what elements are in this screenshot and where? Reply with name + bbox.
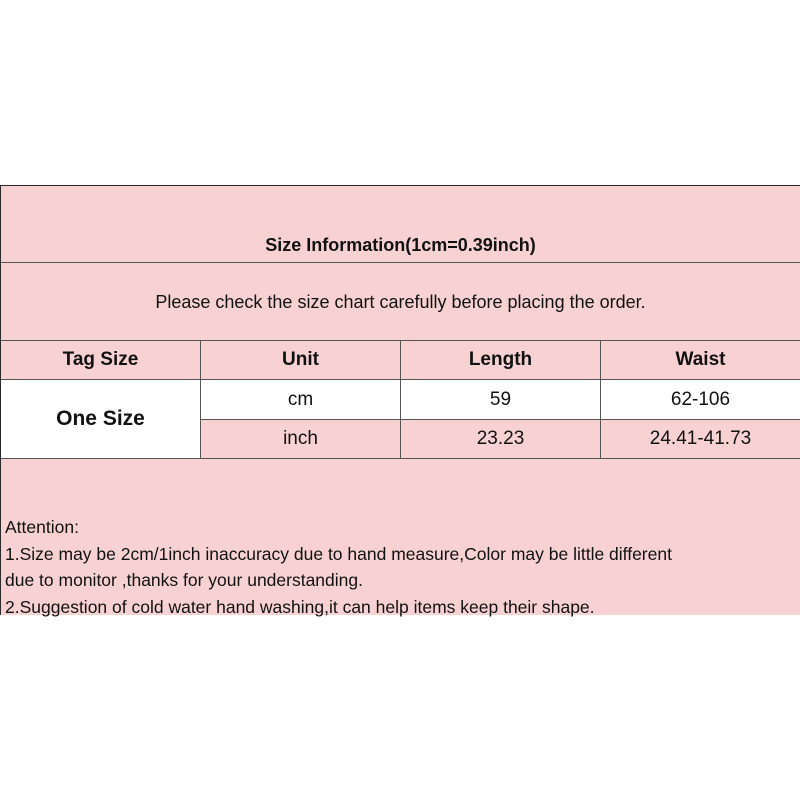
size-table xyxy=(1,341,800,459)
header-tag-size: Tag Size xyxy=(1,341,201,380)
row-inch-waist: 24.41-41.73 xyxy=(601,420,800,459)
attention-heading: Attention: xyxy=(5,517,79,537)
size-chart-sheet xyxy=(0,185,800,615)
notice-row xyxy=(1,263,800,341)
attention-section xyxy=(1,459,800,615)
row-cm-waist: 62-106 xyxy=(601,380,800,420)
attention-line-1b: due to monitor ,thanks for your understanding. xyxy=(5,570,363,590)
row-cm-length: 59 xyxy=(401,380,601,420)
row-cm-unit: cm xyxy=(201,380,401,420)
title-row xyxy=(1,186,800,263)
header-unit: Unit xyxy=(201,341,401,380)
tag-size-value: One Size xyxy=(1,380,201,459)
header-length: Length xyxy=(401,341,601,380)
header-waist: Waist xyxy=(601,341,800,380)
size-chart-notice: Please check the size chart carefully before placing the order. xyxy=(155,292,646,312)
attention-line-2: 2.Suggestion of cold water hand washing,it can help items keep their shape. xyxy=(5,596,595,617)
row-inch-length: 23.23 xyxy=(401,420,601,459)
attention-line-1a: 1.Size may be 2cm/1inch inaccuracy due to hand measure,Color may be little different xyxy=(5,543,672,564)
row-inch-unit: inch xyxy=(201,420,401,459)
size-chart-title: Size Information(1cm=0.39inch) xyxy=(265,235,536,255)
